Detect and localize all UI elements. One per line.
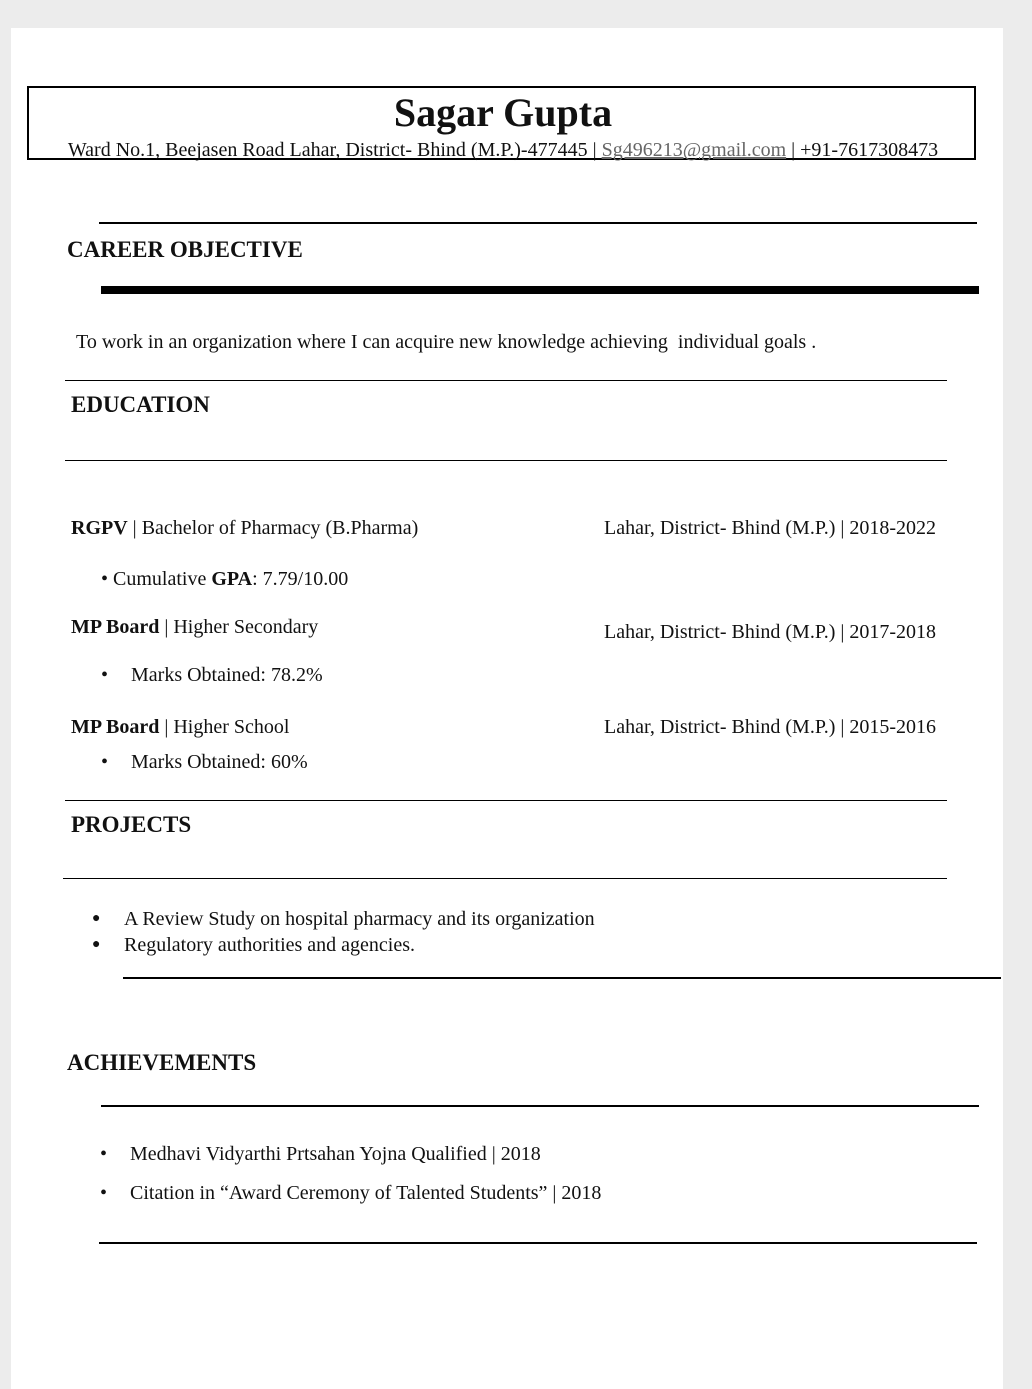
degree: Bachelor of Pharmacy (B.Pharma): [141, 517, 419, 539]
location-year: Lahar, District- Bhind (M.P.) | 2018-2022: [604, 517, 937, 539]
bullet: •: [101, 664, 109, 686]
divider: [65, 460, 947, 461]
project-item: Regulatory authorities and agencies.: [124, 934, 416, 956]
education-entry: [71, 715, 289, 739]
bullet: •: [100, 1182, 108, 1204]
institution: MP Board: [71, 616, 160, 638]
education-detail: Marks Obtained: 78.2%: [131, 664, 323, 686]
candidate-name: Sagar Gupta: [393, 90, 613, 135]
institution: MP Board: [71, 716, 160, 738]
thick-divider: [101, 286, 979, 294]
bullet: •: [100, 1143, 108, 1165]
divider: [99, 222, 977, 224]
divider: [99, 1242, 977, 1244]
divider: [65, 800, 947, 801]
bullet: ●: [92, 911, 101, 926]
degree: Higher School: [173, 716, 290, 738]
education-entry: [71, 615, 318, 639]
divider: [65, 380, 947, 381]
location-year: Lahar, District- Bhind (M.P.) | 2017-2018: [604, 621, 937, 643]
projects-heading: PROJECTS: [71, 812, 192, 837]
contact-line: [0, 138, 1006, 162]
phone: +91-7617308473: [800, 139, 939, 161]
address: Ward No.1, Beejasen Road Lahar, District- Bhind (M.P.)-477445: [67, 139, 588, 161]
education-detail: Marks Obtained: 60%: [131, 751, 308, 773]
project-item: A Review Study on hospital pharmacy and its organization: [124, 908, 595, 930]
bullet: •: [101, 751, 109, 773]
achievement-item: Citation in “Award Ceremony of Talented Students” | 2018: [130, 1182, 602, 1204]
separator: |: [159, 716, 174, 738]
separator: |: [127, 517, 142, 539]
location-year: Lahar, District- Bhind (M.P.) | 2015-2016: [604, 716, 937, 738]
separator: |: [592, 139, 597, 161]
email-link[interactable]: Sg496213@gmail.com: [601, 139, 787, 161]
bullet: •: [101, 568, 109, 590]
education-detail: [101, 567, 348, 591]
achievement-item: Medhavi Vidyarthi Prtsahan Yojna Qualified | 2018: [130, 1143, 541, 1165]
gpa-value: : 7.79/10.00: [252, 568, 349, 590]
achievements-heading: ACHIEVEMENTS: [67, 1050, 257, 1075]
gpa-label: Cumulative: [113, 568, 212, 590]
bullet: ●: [92, 937, 101, 952]
separator: |: [159, 616, 174, 638]
degree: Higher Secondary: [173, 616, 319, 638]
career-objective-text: To work in an organization where I can acquire new knowledge achieving individual goals .: [76, 331, 817, 353]
divider: [101, 1105, 979, 1107]
divider: [123, 977, 1001, 979]
gpa-bold: GPA: [211, 568, 253, 590]
institution: RGPV: [71, 517, 128, 539]
separator: |: [791, 139, 796, 161]
career-objective-heading: CAREER OBJECTIVE: [67, 237, 303, 262]
divider: [63, 878, 947, 879]
education-entry: [71, 516, 418, 540]
education-heading: EDUCATION: [71, 392, 210, 417]
